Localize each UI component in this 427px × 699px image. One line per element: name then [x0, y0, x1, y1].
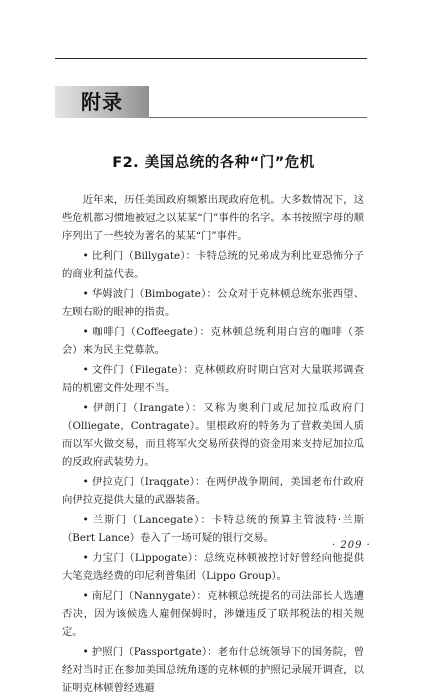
bullet-icon: •: [82, 288, 89, 301]
list-item-text: 比利门（Billygate）：卡特总统的兄弟成为利比亚恐怖分子的商业利益代表。: [62, 250, 364, 281]
bullet-icon: •: [82, 476, 89, 489]
list-item: [62, 587, 364, 642]
list-item-text: 南尼门（Nannygate）：克林顿总统提名的司法部长人选遭否决，因为该候选人雇佣保姆时，涉嫌违反了联邦税法的相关规定。: [62, 589, 364, 639]
bullet-icon: •: [82, 551, 89, 564]
list-item: [62, 247, 364, 283]
list-item-text: 文件门（Filegate）：克林顿政府时期白宫对大量联邦调查局的机密文件处理不当。: [62, 363, 364, 395]
list-item: [62, 511, 364, 547]
bullet-icon: •: [82, 363, 89, 376]
list-item-text: 兰斯门（Lancegate）：卡特总统的预算主管波特·兰斯（Bert Lance）卷入了一场可疑的银行交易。: [62, 513, 364, 545]
list-item: [62, 549, 364, 585]
list-item: [62, 361, 364, 397]
list-item: [62, 323, 364, 359]
appendix-title: 附录: [81, 90, 123, 114]
bullet-icon: •: [82, 325, 89, 338]
page-number: · 209 ·: [332, 540, 371, 551]
bullet-icon: •: [82, 401, 89, 414]
list-item: [62, 399, 364, 472]
bullet-icon: •: [82, 645, 89, 658]
body-text: [62, 191, 364, 699]
list-item-text: 伊拉克门（Iraqgate）：在两伊战争期间，美国老布什政府向伊拉克提供大量的武器装备。: [62, 476, 364, 507]
section-title: F2. 美国总统的各种“门”危机: [112, 155, 315, 171]
bullet-icon: •: [82, 250, 89, 263]
list-item-text: 力宝门（Lippogate）：总统克林顿被控讨好曾经向他提供大笔竞选经费的印尼利普集团（Lippo Group）。: [62, 551, 364, 583]
intro-paragraph: 近年来，历任美国政府频繁出现政府危机。大多数情况下，这些危机都习惯地被冠之以某某“门”事件的名字。本书按照字母的顺序列出了一些较为著名的某某“门”事件。: [62, 194, 364, 243]
header-rule: [55, 58, 367, 59]
list-item-text: 咖啡门（Coffeegate）：克林顿总统利用白宫的咖啡（茶会）来为民主党募款。: [62, 325, 364, 357]
list-item-text: 华姆波门（Bimbogate）：公众对于克林顿总统东张西望、左顾右盼的眼神的指责。: [62, 288, 364, 319]
bullet-icon: •: [82, 589, 89, 602]
appendix-banner-rule: [149, 117, 367, 118]
list-item-text: 伊朗门（Irangate）：又称为奥利门或尼加拉瓜政府门（Olliegate，Contragate）。里根政府的特务为了营救美国人质而以军火做交易，而且将军火交易所获得的资金用来支持尼加拉瓜的反政府武装势力。: [62, 401, 364, 469]
list-item-text: 护照门（Passportgate）：老布什总统领导下的国务院，曾经对当时正在参加美国总统角逐的克林顿的护照记录展开调查，以证明克林顿曾经逃避: [62, 645, 364, 695]
list-item: [62, 643, 364, 698]
list-item: [62, 285, 364, 321]
list-item: [62, 473, 364, 509]
bullet-icon: •: [82, 513, 89, 526]
